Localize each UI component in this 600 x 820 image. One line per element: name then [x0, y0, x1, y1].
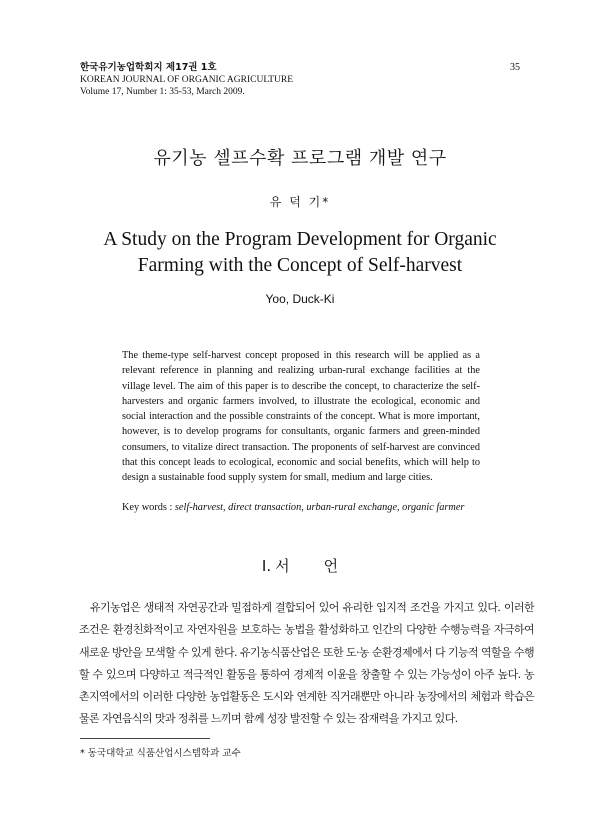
journal-name-kr: 한국유기농업학회지 제17권 1호: [80, 62, 217, 73]
keywords: [122, 502, 492, 513]
abstract: The theme-type self-harvest concept proposed in this research will be applied as a relevant reference in planning and realizing urban-rural exchange facilities at the village level. The aim of this paper is to describe the concept, to characterize the self-harvesters and organic farmers involved, to illustrate the ecological, economic and social interaction and the possible constraints of the concept. What is more important, however, is to develop programs for consultants, organic farmers and green-minded consumers, to vitalize direct transaction. The proponents of self-harvest are convinced that this concept leads to ecological, economic and social benefits, which will help to design a sustainable food supply system for small, medium and large cities.: [122, 350, 480, 484]
section-heading: [0, 555, 600, 576]
author-english: Yoo, Duck-Ki: [265, 292, 335, 306]
title-english-line-2: Farming with the Concept of Self-harvest: [137, 255, 463, 276]
section-title-part-1: 서: [275, 557, 290, 575]
journal-name-en: KOREAN JOURNAL OF ORGANIC AGRICULTURE: [80, 75, 294, 85]
title-english-line-1: A Study on the Program Development for Organic: [103, 229, 497, 250]
body-paragraph: 유기농업은 생태적 자연공간과 밀접하게 결합되어 있어 유리한 입지적 조건을 가지고 있다. 이러한 조건은 환경친화적이고 자연자원을 보호하는 농법을 활성화하고 인간의 다양한 수행능력을 자극하여 새로운 방안을 모색할 수 있게 한다. 유기농식품산업은 또한 도·농 순환경제에서 다 기능적 역할을 수행할 수 있으며 다양하고 적극적인 활동을 통하여 경제적 이윤을 창출할 수 있는 가능성이 아주 높다. 농촌지역에서의 이러한 다양한 농업활동은 도시와 연계한 직거래뿐만 아니라 농장에서의 체험과 학습은 물론 자연음식의 맛과 정취를 느끼며 함께 성장 발전할 수 있는 잠재력을 가지고 있다.: [79, 601, 534, 726]
footnote-divider: [80, 738, 210, 739]
journal-header: [80, 62, 293, 98]
footnote: * 동국대학교 식품산업시스템학과 교수: [80, 748, 241, 759]
title-korean: 유기농 셀프수확 프로그램 개발 연구: [153, 148, 447, 169]
author-korean: 유 덕 기*: [269, 195, 331, 209]
keywords-label: Key words :: [122, 502, 173, 513]
section-title-part-2: 언: [323, 557, 339, 575]
journal-volume-info: Volume 17, Number 1: 35-53, March 2009.: [80, 87, 245, 97]
keywords-values: self-harvest, direct transaction, urban-rural exchange, organic farmer: [174, 502, 465, 513]
page-number: 35: [510, 62, 520, 73]
section-number: Ⅰ.: [261, 557, 272, 575]
title-english: [0, 227, 600, 279]
